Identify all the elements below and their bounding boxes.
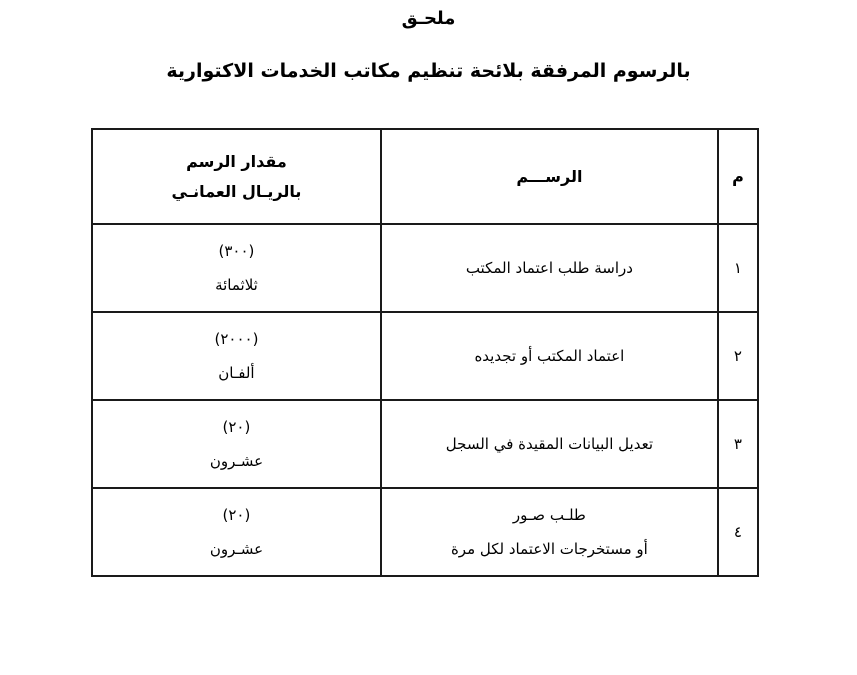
- row-fee: [381, 400, 718, 488]
- annex-title: ملحـق: [401, 8, 456, 29]
- fees-table: [91, 128, 759, 577]
- header-amount: [92, 129, 381, 224]
- row-fee: [381, 224, 718, 312]
- row-fee-line1: اعتماد المكتب أو تجديده: [474, 347, 625, 365]
- row-amount-words: عشـرون: [209, 540, 264, 558]
- row-fee-line1: دراسة طلب اعتماد المكتب: [465, 259, 633, 277]
- row-amount-numeric: (٢٠٠٠): [214, 330, 259, 348]
- row-number: ٢: [718, 312, 758, 400]
- header-amount-line2: بالريـال العمانـي: [171, 181, 302, 201]
- header-amount-line1: مقدار الرسم: [186, 151, 287, 171]
- annex-subtitle: بالرسوم المرفقة بلائحة تنظيم مكاتب الخدمات الاكتوارية: [166, 60, 691, 82]
- row-amount-numeric: (٢٠): [222, 506, 251, 524]
- header-number: م: [718, 129, 758, 224]
- row-fee-line1: طلـب صـور: [512, 506, 586, 524]
- row-fee-line1: تعديل البيانات المقيدة في السجل: [445, 435, 653, 453]
- header-fee: الرســـم: [381, 129, 718, 224]
- table-row: [92, 400, 758, 488]
- row-number: ٤: [718, 488, 758, 576]
- row-amount-numeric: (٣٠٠): [218, 242, 255, 260]
- row-number: ١: [718, 224, 758, 312]
- table-header-row: [92, 129, 758, 224]
- table-row: [92, 488, 758, 576]
- row-amount-words: عشـرون: [209, 452, 264, 470]
- row-amount-words: ثلاثمائة: [215, 276, 258, 294]
- row-amount-words: ألفـان: [218, 364, 255, 382]
- row-amount: [92, 224, 381, 312]
- row-amount-numeric: (٢٠): [222, 418, 251, 436]
- row-amount: [92, 488, 381, 576]
- row-amount: [92, 312, 381, 400]
- row-fee: [381, 312, 718, 400]
- table-row: [92, 312, 758, 400]
- row-fee-line2: أو مستخرجات الاعتماد لكل مرة: [450, 540, 648, 558]
- row-number: ٣: [718, 400, 758, 488]
- table-row: [92, 224, 758, 312]
- row-fee: [381, 488, 718, 576]
- row-amount: [92, 400, 381, 488]
